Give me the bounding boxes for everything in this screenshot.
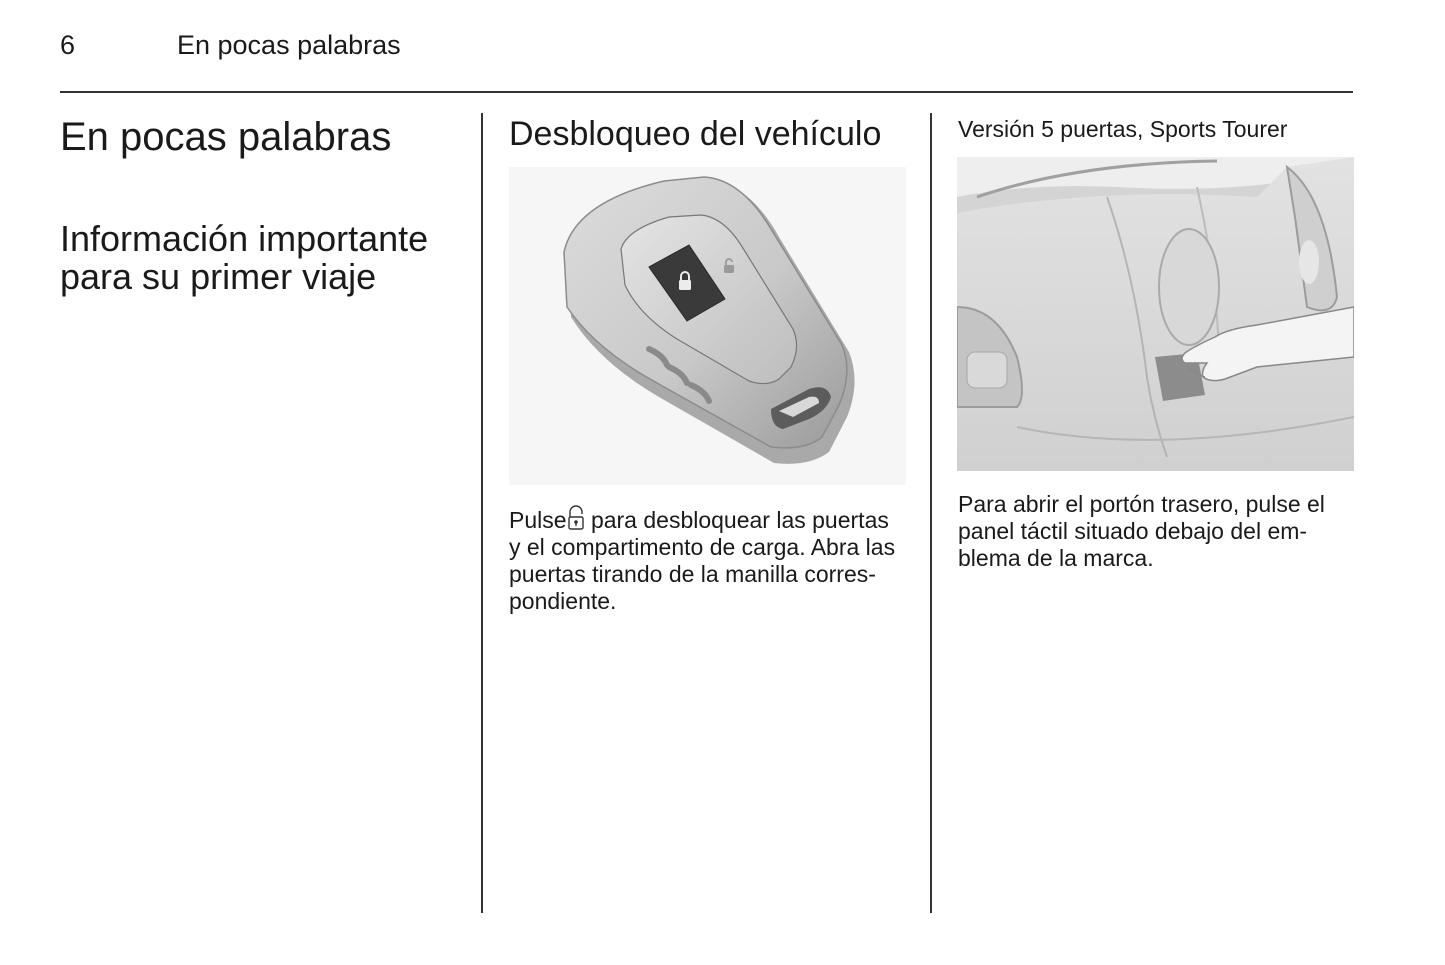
section-title: En pocas palabras [60,115,392,159]
header-rule [60,91,1353,93]
unlock-heading: Desbloqueo del vehículo [509,115,882,153]
running-header: En pocas palabras [177,30,401,60]
version-caption: Versión 5 puertas, Sports Tourer [958,116,1288,142]
tailgate-touch-panel-illustration [957,157,1354,471]
tailgate-text-line2: panel táctil situado debajo del em- [958,518,1308,544]
unlock-instructions [509,505,914,615]
tailgate-text-line1: Para abrir el portón trasero, pulse el [958,491,1325,517]
unlock-icon [567,505,585,531]
unlock-text-line1: para desbloquear las puertas [590,507,889,533]
unlock-text-before-icon: Pulse [509,507,567,533]
subsection-title-line2: para su primer viaje [60,256,377,297]
unlock-text-line3: puertas tirando de la manilla corres- [509,561,876,587]
tailgate-text-line3: blema de la marca. [958,545,1154,571]
unlock-text-line2: y el compartimento de carga. Abra las [509,534,896,560]
column-divider-2 [930,113,932,913]
column-divider-1 [481,113,483,913]
car-key-fob-illustration [509,167,906,485]
tailgate-instructions [958,491,1358,572]
subsection-title-line1: Información importante [60,218,429,259]
page-number: 6 [60,30,76,60]
subsection-title [60,220,470,296]
unlock-text-line4: pondiente. [509,588,617,614]
